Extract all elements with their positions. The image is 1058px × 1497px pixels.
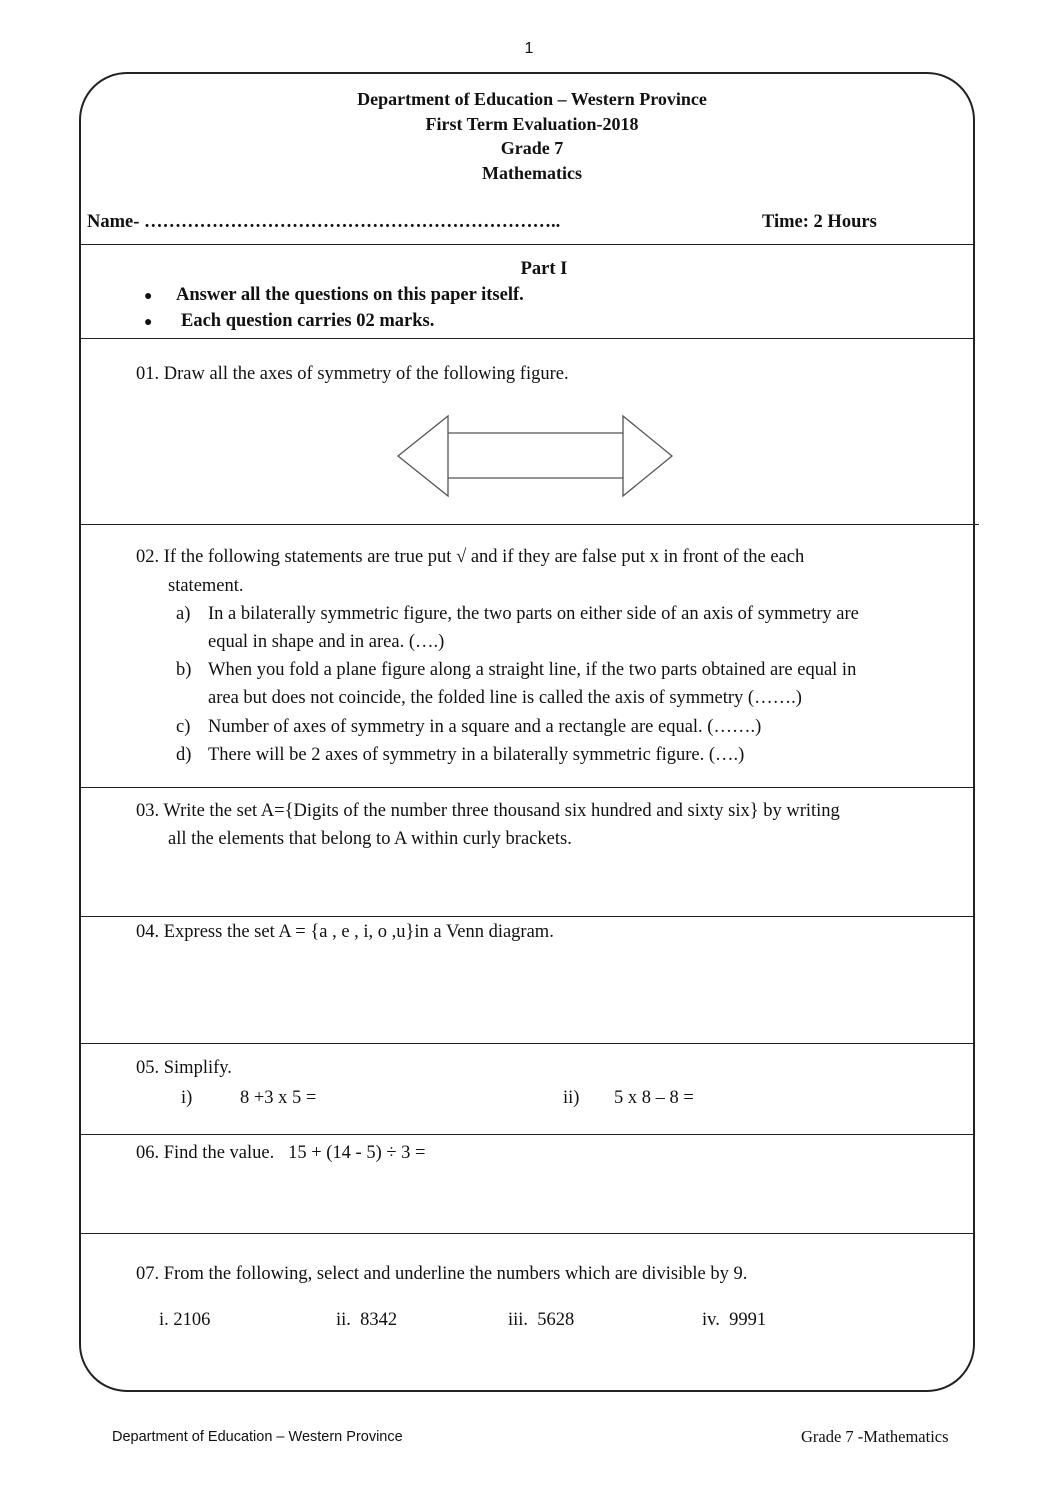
- question-5-part-i-expression: 8 +3 x 5 =: [240, 1088, 317, 1108]
- question-3-text-cont: all the elements that belong to A within curly brackets.: [168, 829, 572, 849]
- statement-a-line2: equal in shape and in area. (….): [208, 632, 445, 652]
- question-7-option-iii: iii. 5628: [508, 1310, 575, 1330]
- divider: [79, 338, 975, 339]
- instruction-2: Each question carries 02 marks.: [181, 311, 435, 331]
- double-arrow-figure: [396, 414, 676, 500]
- question-7-option-ii: ii. 8342: [336, 1310, 398, 1330]
- statement-label: b): [176, 660, 192, 680]
- statement-b-line1: When you fold a plane figure along a straight line, if the two parts obtained are equal in: [208, 660, 857, 680]
- question-5-text: 05. Simplify.: [136, 1058, 232, 1078]
- footer-department: Department of Education – Western Province: [112, 1429, 403, 1445]
- statement-a-line1: In a bilaterally symmetric figure, the two parts on either side of an axis of symmetry are: [208, 604, 859, 624]
- question-7-option-i: i. 2106: [159, 1310, 211, 1330]
- question-6-text: 06. Find the value. 15 + (14 - 5) ÷ 3 =: [136, 1143, 426, 1163]
- part-title: Part I: [520, 259, 568, 279]
- question-1-text: 01. Draw all the axes of symmetry of the following figure.: [136, 364, 569, 384]
- instruction-1: Answer all the questions on this paper itself.: [176, 285, 524, 305]
- question-5-part-ii-label: ii): [563, 1088, 580, 1108]
- page-number: 1: [524, 40, 534, 57]
- divider: [79, 787, 975, 788]
- name-field-label: Name- …………………………………………………………..: [87, 212, 561, 232]
- divider: [79, 524, 979, 525]
- statement-label: d): [176, 745, 192, 765]
- question-3-text: 03. Write the set A={Digits of the number three thousand six hundred and sixty six} by writing: [136, 801, 840, 821]
- statement-b-line2: area but does not coincide, the folded line is called the axis of symmetry (…….): [208, 688, 802, 708]
- divider: [79, 1233, 975, 1234]
- question-2-text: 02. If the following statements are true put √ and if they are false put x in front of the each: [136, 547, 805, 567]
- footer-grade-subject: Grade 7 -Mathematics: [801, 1427, 949, 1446]
- header-evaluation: First Term Evaluation-2018: [425, 114, 639, 134]
- question-2-text-cont: statement.: [168, 576, 244, 596]
- statement-c: Number of axes of symmetry in a square and a rectangle are equal. (…….): [208, 717, 762, 737]
- header-subject: Mathematics: [482, 163, 582, 183]
- question-7-text: 07. From the following, select and underline the numbers which are divisible by 9.: [136, 1264, 748, 1284]
- statement-label: a): [176, 604, 191, 624]
- question-4-text: 04. Express the set A = {a , e , i, o ,u}in a Venn diagram.: [136, 922, 554, 942]
- question-5-part-ii-expression: 5 x 8 – 8 =: [614, 1088, 694, 1108]
- header-grade: Grade 7: [500, 138, 564, 158]
- question-5-part-i-label: i): [181, 1088, 193, 1108]
- statement-label: c): [176, 717, 191, 737]
- bullet-icon: ●: [144, 315, 153, 330]
- divider: [79, 916, 975, 917]
- question-7-option-iv: iv. 9991: [702, 1310, 767, 1330]
- bullet-icon: ●: [144, 289, 153, 304]
- divider: [79, 244, 975, 245]
- header-department: Department of Education – Western Province: [357, 89, 707, 109]
- time-label: Time: 2 Hours: [762, 212, 877, 232]
- divider: [79, 1043, 975, 1044]
- divider: [79, 1134, 975, 1135]
- statement-d: There will be 2 axes of symmetry in a bilaterally symmetric figure. (….): [208, 745, 745, 765]
